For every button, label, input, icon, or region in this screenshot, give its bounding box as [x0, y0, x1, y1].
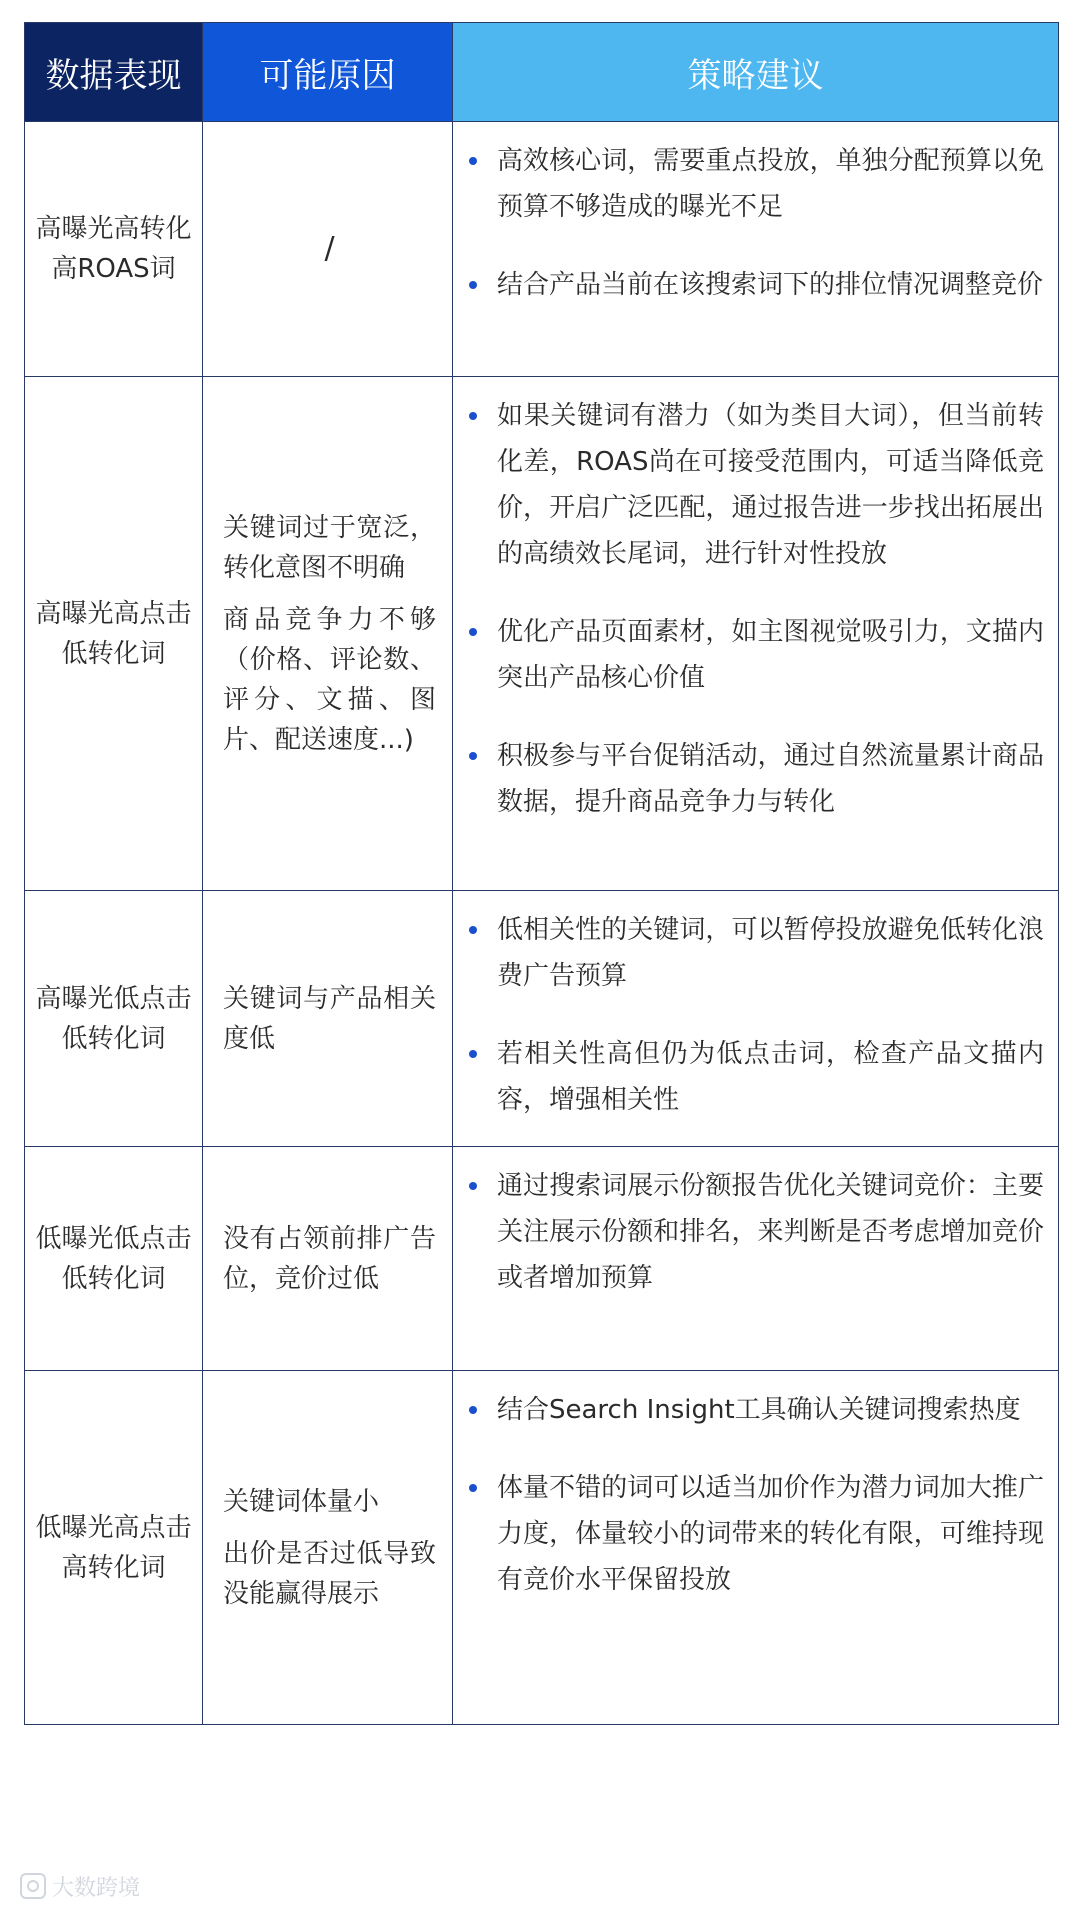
watermark-text: 大数跨境 [52, 1875, 141, 1901]
header-strategy-advice: 策略建议 [453, 23, 1059, 122]
data-performance-line: 低转化词 [61, 1263, 166, 1294]
list-item [467, 1465, 1044, 1603]
strategy-list [467, 907, 1044, 1123]
strategy-cell [453, 377, 1059, 891]
data-performance-line: 高转化词 [61, 1552, 166, 1583]
reason-text: 关键词过于宽泛，转化意图不明确 [223, 512, 436, 583]
header-possible-reason: 可能原因 [203, 23, 453, 122]
reason-text: / [324, 231, 335, 266]
data-performance-cell [25, 1147, 203, 1371]
reason-cell [203, 122, 453, 377]
strategy-cell [453, 1147, 1059, 1371]
data-performance-cell [25, 122, 203, 377]
strategy-cell [453, 1371, 1059, 1725]
list-item [467, 733, 1044, 825]
strategy-list [467, 1163, 1044, 1301]
bullet-dot-icon [469, 926, 477, 934]
table-row [25, 891, 1059, 1147]
data-performance-cell [25, 891, 203, 1147]
data-performance-line: 低转化词 [61, 1023, 166, 1054]
bullet-dot-icon [469, 1182, 477, 1190]
strategy-text: 优化产品页面素材，如主图视觉吸引力，文描内突出产品核心价值 [497, 617, 1044, 693]
watermark [20, 1872, 140, 1900]
bullet-dot-icon [469, 1050, 477, 1058]
bullet-dot-icon [469, 157, 477, 165]
list-item [467, 1387, 1044, 1433]
strategy-text: 通过搜索词展示份额报告优化关键词竞价：主要关注展示份额和排名，来判断是否考虑增加竞价或者增加预算 [497, 1171, 1044, 1293]
table-row [25, 122, 1059, 377]
strategy-text: 高效核心词，需要重点投放，单独分配预算以免预算不够造成的曝光不足 [497, 146, 1044, 222]
bullet-dot-icon [469, 281, 477, 289]
strategy-list [467, 138, 1044, 308]
strategy-list [467, 1387, 1044, 1603]
list-item [467, 1163, 1044, 1301]
strategy-cell [453, 122, 1059, 377]
data-performance-line: 高曝光高转化 [35, 214, 192, 244]
list-item [467, 609, 1044, 701]
reason-cell [203, 891, 453, 1147]
table-row [25, 1371, 1059, 1725]
table-row [25, 377, 1059, 891]
bullet-dot-icon [469, 1406, 477, 1414]
strategy-cell [453, 891, 1059, 1147]
strategy-text: 如果关键词有潜力（如为类目大词），但当前转化差，ROAS尚在可接受范围内，可适当降低竞价，开启广泛匹配，通过报告进一步找出拓展出的高绩效长尾词，进行针对性投放 [497, 401, 1044, 569]
strategy-text: 低相关性的关键词，可以暂停投放避免低转化浪费广告预算 [497, 915, 1044, 991]
bullet-dot-icon [469, 412, 477, 420]
bullet-dot-icon [469, 628, 477, 636]
data-performance-line: 低转化词 [61, 638, 166, 669]
data-performance-cell [25, 377, 203, 891]
reason-text: 商品竞争力不够（价格、评论数、评分、文描、图片、配送速度...) [223, 604, 436, 755]
list-item [467, 138, 1044, 230]
strategy-text: 结合产品当前在该搜索词下的排位情况调整竞价 [497, 270, 1044, 300]
data-performance-line: 低曝光高点击 [35, 1512, 192, 1543]
header-data-performance: 数据表现 [25, 23, 203, 122]
bullet-dot-icon [469, 1484, 477, 1492]
reason-cell [203, 377, 453, 891]
strategy-text: 结合Search Insight工具确认关键词搜索热度 [497, 1395, 1021, 1425]
reason-text: 没有占领前排广告位，竞价过低 [223, 1223, 436, 1294]
strategy-list [467, 393, 1044, 825]
list-item [467, 907, 1044, 999]
strategy-text: 积极参与平台促销活动，通过自然流量累计商品数据，提升商品竞争力与转化 [497, 741, 1044, 817]
bullet-dot-icon [469, 752, 477, 760]
data-performance-line: 高曝光低点击 [35, 983, 192, 1014]
brand-logo-icon [20, 1873, 46, 1899]
data-performance-line: 低曝光低点击 [35, 1223, 192, 1254]
data-performance-cell [25, 1371, 203, 1725]
list-item [467, 1031, 1044, 1123]
list-item [467, 262, 1044, 308]
reason-text: 出价是否过低导致没能赢得展示 [223, 1538, 436, 1609]
data-performance-line: 高曝光高点击 [35, 598, 192, 629]
data-performance-line: 高ROAS词 [51, 254, 176, 284]
strategy-text: 体量不错的词可以适当加价作为潜力词加大推广力度，体量较小的词带来的转化有限，可维持现有竞价水平保留投放 [497, 1473, 1044, 1595]
list-item [467, 393, 1044, 577]
table-header-row [25, 23, 1059, 122]
reason-cell [203, 1371, 453, 1725]
table-row [25, 1147, 1059, 1371]
reason-text: 关键词体量小 [223, 1486, 380, 1517]
reason-text: 关键词与产品相关度低 [223, 983, 436, 1054]
strategy-table [24, 22, 1059, 1725]
strategy-text: 若相关性高但仍为低点击词，检查产品文描内容，增强相关性 [497, 1039, 1044, 1115]
reason-cell [203, 1147, 453, 1371]
